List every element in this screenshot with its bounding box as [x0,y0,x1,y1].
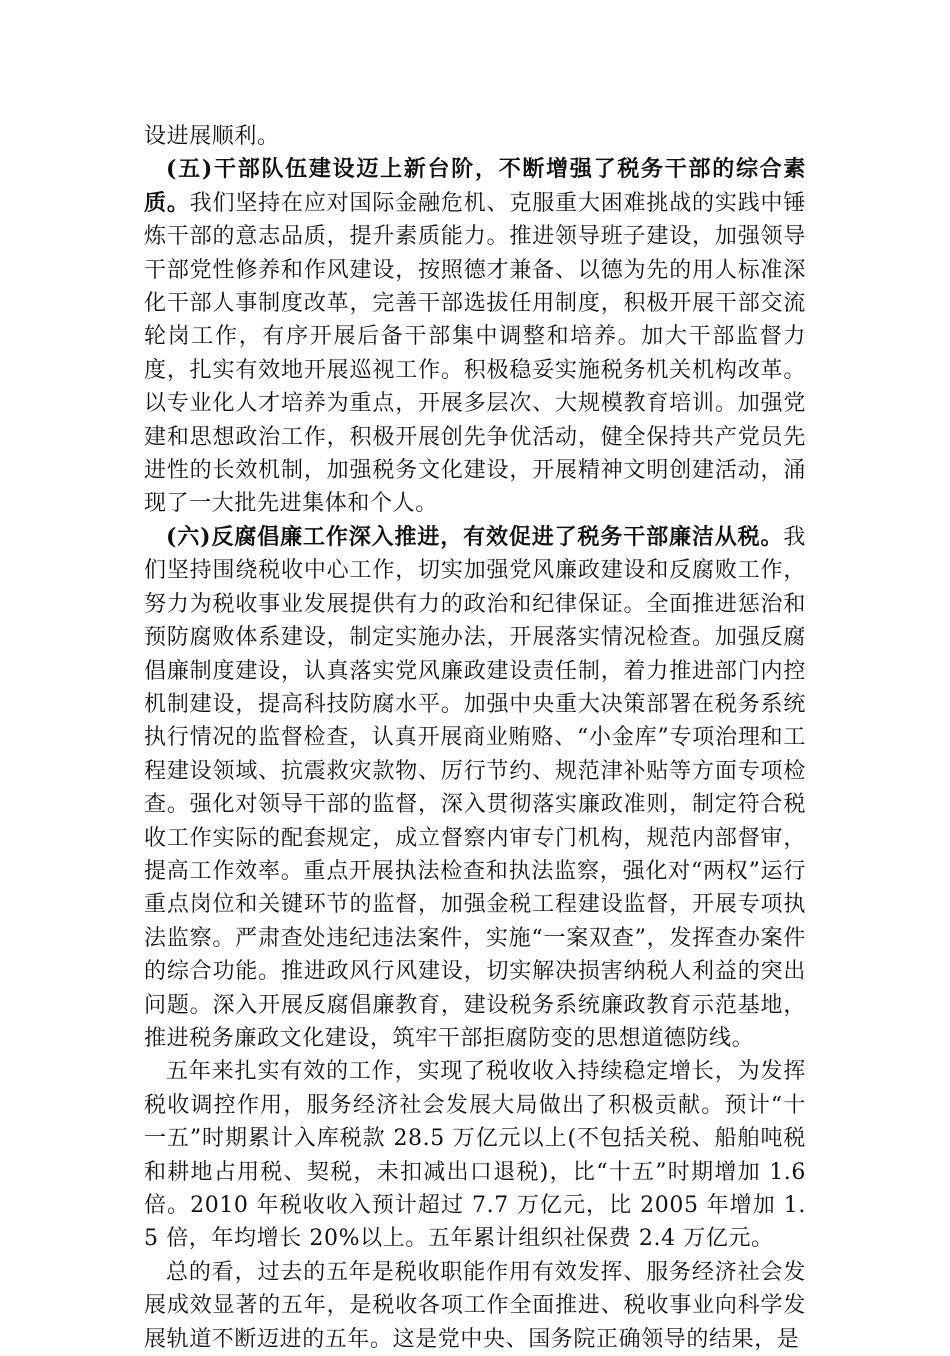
paragraph-cadre-team-building [144,153,806,520]
paragraph-text: 五年来扎实有效的工作，实现了税收收入持续稳定增长，为发挥税收调控作用，服务经济社会发展大局做出了积极贡献。预计“十一五”时期累计入库税款 28.5 万亿元以上(不包括关税、船舶吨税和耕地占用税、契税，未扣减出口退税)，比“十五”时期增加 1.6 倍。2010 年税收收入预计超过 7.7 万亿元，比 2005 年增加 1.5 倍，年均增长 20%以上。五年累计组织社保费 2.4 万亿元。 [144,1059,806,1252]
paragraph-overall-review [144,1256,806,1356]
paragraph-revenue-summary [144,1055,806,1255]
section-heading-five: (五)干部队伍建设迈上新台阶，不断增强了税务干部的综合素质。 [144,156,806,216]
paragraph-text: 设进展顺利。 [144,124,280,149]
paragraph-text: 我们坚持在应对国际金融危机、克服重大困难挑战的实践中锤炼干部的意志品质，提升素质能力。推进领导班子建设，加强领导干部党性修养和作风建设，按照德才兼备、以德为先的用人标准深化干部人事制度改革，完善干部选拔任用制度，积极开展干部交流轮岗工作，有序开展后备干部集中调整和培养。加大干部监督力度，扎实有效地开展巡视工作。积极稳妥实施税务机关机构改革。以专业化人才培养为重点，开展多层次、大规模教育培训。加强党建和思想政治工作，积极开展创先争优活动，健全保持共产党员先进性的长效机制，加强税务文化建设，开展精神文明创建活动，涌现了一大批先进集体和个人。 [144,190,806,517]
paragraph-anti-corruption [144,521,806,1056]
document-body [144,120,806,1356]
paragraph-continuation [144,120,806,153]
section-heading-six: (六)反腐倡廉工作深入推进，有效促进了税务干部廉洁从税。 [166,523,784,550]
paragraph-text: 我们坚持围绕税收中心工作，切实加强党风廉政建设和反腐败工作，努力为税收事业发展提供有力的政治和纪律保证。全面推进惩治和预防腐败体系建设，制定实施办法，开展落实情况检查。加强反腐倡廉制度建设，认真落实党风廉政建设责任制，着力推进部门内控机制建设，提高科技防腐水平。加强中央重大决策部署在税务系统执行情况的监督检查，认真开展商业贿赂、“小金库”专项治理和工程建设领域、抗震救灾款物、厉行节约、规范津补贴等方面专项检查。强化对领导干部的监督，深入贯彻落实廉政准则，制定符合税收工作实际的配套规定，成立督察内审专门机构，规范内部督审，提高工作效率。重点开展执法检查和执法监察，强化对“两权”运行重点岗位和关键环节的监督，加强金税工程建设监督，开展专项执法监察。严肃查处违纪违法案件，实施“一案双查”，发挥查办案件的综合功能。推进政风行风建设，切实解决损害纳税人利益的突出问题。深入开展反腐倡廉教育，建设税务系统廉政教育示范基地，推进税务廉政文化建设，筑牢干部拒腐防变的思想道德防线。 [144,524,806,1051]
paragraph-text: 总的看，过去的五年是税收职能作用有效发挥、服务经济社会发展成效显著的五年，是税收各项工作全面推进、税收事业向科学发展轨道不断迈进的五年。这是党中央、国务院正确领导的结果，是 [144,1259,806,1352]
